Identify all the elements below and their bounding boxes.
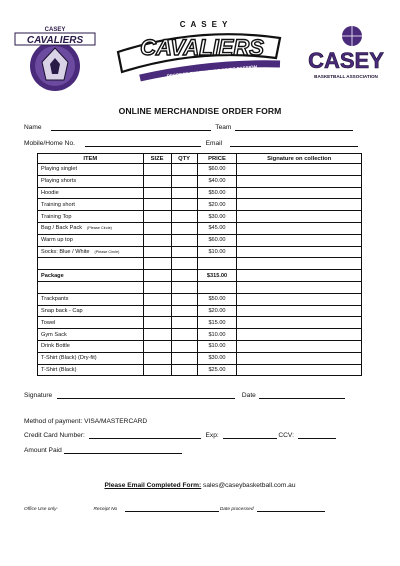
table-row bbox=[38, 175, 362, 187]
item-cell bbox=[38, 317, 144, 329]
qty-cell[interactable] bbox=[171, 364, 197, 376]
table-row bbox=[38, 211, 362, 223]
table-row bbox=[38, 317, 362, 329]
header-item: ITEM bbox=[38, 154, 144, 164]
qty-cell[interactable] bbox=[171, 293, 197, 305]
item-name: Towel bbox=[41, 319, 56, 326]
office-use-label: Office Use only- bbox=[24, 507, 59, 512]
header-qty: QTY bbox=[171, 154, 197, 164]
price-cell: $60.00 bbox=[197, 164, 237, 176]
svg-text:BASKETBALL ASSOCIATION: BASKETBALL ASSOCIATION bbox=[314, 74, 378, 79]
item-name: T-Shirt (Black) (Dry-fit) bbox=[41, 355, 97, 362]
email-address-link[interactable]: sales@caseybasketball.com.au bbox=[201, 482, 296, 489]
qty-cell[interactable] bbox=[171, 270, 197, 282]
price-cell: $40.00 bbox=[197, 175, 237, 187]
date-processed-input[interactable] bbox=[257, 507, 325, 512]
item-name: Trackpants bbox=[41, 296, 69, 303]
signature-cell[interactable] bbox=[237, 364, 362, 376]
price-cell: $20.00 bbox=[197, 199, 237, 211]
office-use-row bbox=[24, 507, 325, 512]
email-input[interactable] bbox=[230, 140, 358, 147]
size-cell[interactable] bbox=[143, 281, 171, 293]
email-instructions-label: Please Email Completed Form: bbox=[104, 482, 202, 489]
merchandise-table bbox=[37, 153, 362, 376]
signature-cell[interactable] bbox=[237, 270, 362, 282]
table-row bbox=[38, 305, 362, 317]
qty-cell[interactable] bbox=[171, 340, 197, 352]
size-cell[interactable] bbox=[143, 258, 171, 270]
email-instructions bbox=[0, 482, 400, 489]
table-row bbox=[38, 187, 362, 199]
signature-cell[interactable] bbox=[237, 246, 362, 258]
ccv-label: CCV: bbox=[278, 432, 294, 439]
size-cell[interactable] bbox=[143, 246, 171, 258]
table-row bbox=[38, 234, 362, 246]
qty-cell[interactable] bbox=[171, 352, 197, 364]
payment-method: Method of payment: VISA/MASTERCARD bbox=[24, 418, 148, 425]
item-cell bbox=[38, 175, 144, 187]
signature-cell[interactable] bbox=[237, 293, 362, 305]
amount-paid-label: Amount Paid bbox=[24, 447, 62, 454]
header-signature: Signature on collection bbox=[237, 154, 362, 164]
signature-cell[interactable] bbox=[237, 187, 362, 199]
header-logos bbox=[0, 0, 400, 100]
signature-cell[interactable] bbox=[237, 329, 362, 341]
price-cell: $30.00 bbox=[197, 352, 237, 364]
table-row bbox=[38, 281, 362, 293]
signature-cell[interactable] bbox=[237, 164, 362, 176]
table-row bbox=[38, 329, 362, 341]
item-name: Playing shorts bbox=[41, 178, 77, 185]
price-cell: $10.00 bbox=[197, 246, 237, 258]
item-cell bbox=[38, 246, 144, 258]
item-cell bbox=[38, 352, 144, 364]
qty-cell[interactable] bbox=[171, 164, 197, 176]
qty-cell[interactable] bbox=[171, 281, 197, 293]
item-cell bbox=[38, 211, 144, 223]
item-name: Training Top bbox=[41, 213, 72, 220]
svg-text:CASEY: CASEY bbox=[308, 48, 384, 73]
table-row bbox=[38, 258, 362, 270]
mobile-label: Mobile/Home No. bbox=[24, 140, 75, 147]
qty-cell[interactable] bbox=[171, 258, 197, 270]
amount-paid-input[interactable] bbox=[64, 447, 182, 454]
cavaliers-mascot-logo bbox=[12, 22, 98, 94]
svg-text:CASEY: CASEY bbox=[44, 27, 66, 33]
exp-input[interactable] bbox=[223, 432, 277, 439]
table-row bbox=[38, 199, 362, 211]
header-price: PRICE bbox=[197, 154, 237, 164]
email-label: Email bbox=[205, 140, 223, 147]
qty-cell[interactable] bbox=[171, 329, 197, 341]
form-title: ONLINE MERCHANDISE ORDER FORM bbox=[118, 106, 282, 116]
size-cell[interactable] bbox=[143, 270, 171, 282]
qty-cell[interactable] bbox=[171, 234, 197, 246]
item-name: T-Shirt (Black) bbox=[41, 366, 77, 373]
date-label: Date bbox=[241, 392, 256, 399]
casey-basketball-association-logo bbox=[306, 24, 386, 84]
svg-text:CASEY: CASEY bbox=[179, 20, 233, 29]
table-row bbox=[38, 352, 362, 364]
item-name: Socks: Blue / White bbox=[41, 248, 90, 255]
qty-cell[interactable] bbox=[171, 305, 197, 317]
price-cell: $15.00 bbox=[197, 317, 237, 329]
size-cell[interactable] bbox=[143, 317, 171, 329]
signature-cell[interactable] bbox=[237, 340, 362, 352]
table-row bbox=[38, 340, 362, 352]
signature-input[interactable] bbox=[57, 392, 235, 399]
header-size: SIZE bbox=[143, 154, 171, 164]
table-row bbox=[38, 270, 362, 282]
signature-date-row bbox=[24, 392, 345, 399]
price-cell: $20.00 bbox=[197, 305, 237, 317]
table-row bbox=[38, 364, 362, 376]
signature-cell[interactable] bbox=[237, 317, 362, 329]
price-cell: $45.00 bbox=[197, 222, 237, 234]
team-input[interactable] bbox=[235, 124, 353, 131]
size-cell[interactable] bbox=[143, 187, 171, 199]
item-cell bbox=[38, 340, 144, 352]
qty-cell[interactable] bbox=[171, 175, 197, 187]
team-label: Team bbox=[215, 124, 232, 131]
size-cell[interactable] bbox=[143, 164, 171, 176]
cavaliers-wordmark-logo bbox=[112, 18, 284, 88]
credit-card-row bbox=[24, 432, 336, 439]
item-note: (Please Circle) bbox=[94, 249, 120, 254]
qty-cell[interactable] bbox=[171, 211, 197, 223]
price-cell: $10.00 bbox=[197, 340, 237, 352]
price-cell: $30.00 bbox=[197, 211, 237, 223]
item-cell bbox=[38, 364, 144, 376]
size-cell[interactable] bbox=[143, 340, 171, 352]
size-cell[interactable] bbox=[143, 175, 171, 187]
item-name: Gym Sack bbox=[41, 331, 67, 338]
size-cell[interactable] bbox=[143, 199, 171, 211]
qty-cell[interactable] bbox=[171, 317, 197, 329]
price-cell: $50.00 bbox=[197, 293, 237, 305]
item-cell bbox=[38, 281, 144, 293]
qty-cell[interactable] bbox=[171, 222, 197, 234]
item-cell bbox=[38, 234, 144, 246]
price-cell: $60.00 bbox=[197, 234, 237, 246]
ccv-input[interactable] bbox=[298, 432, 336, 439]
item-cell bbox=[38, 329, 144, 341]
item-name: Snap back - Cap bbox=[41, 307, 83, 314]
date-input[interactable] bbox=[259, 392, 345, 399]
mobile-input[interactable] bbox=[85, 140, 201, 147]
item-cell bbox=[38, 164, 144, 176]
name-label: Name bbox=[24, 124, 42, 131]
receipt-no-input[interactable] bbox=[125, 507, 219, 512]
item-cell bbox=[38, 270, 144, 282]
signature-cell[interactable] bbox=[237, 258, 362, 270]
signature-cell[interactable] bbox=[237, 305, 362, 317]
qty-cell[interactable] bbox=[171, 187, 197, 199]
mobile-email-row bbox=[24, 140, 358, 147]
signature-cell[interactable] bbox=[237, 234, 362, 246]
svg-text:RESPECT EXCELLENCE PRIDE PASSI: RESPECT EXCELLENCE PRIDE PASSION bbox=[166, 64, 258, 79]
item-name: Package bbox=[41, 272, 64, 279]
item-cell bbox=[38, 293, 144, 305]
qty-cell[interactable] bbox=[171, 199, 197, 211]
name-team-row bbox=[24, 124, 353, 131]
receipt-no-label: Receipt No bbox=[93, 507, 118, 512]
size-cell[interactable] bbox=[143, 211, 171, 223]
qty-cell[interactable] bbox=[171, 246, 197, 258]
signature-cell[interactable] bbox=[237, 211, 362, 223]
table-row bbox=[38, 164, 362, 176]
signature-cell[interactable] bbox=[237, 175, 362, 187]
exp-label: Exp: bbox=[205, 432, 219, 439]
item-note: (Please Circle) bbox=[87, 226, 112, 231]
price-cell bbox=[197, 281, 237, 293]
size-cell[interactable] bbox=[143, 222, 171, 234]
amount-paid-row bbox=[24, 447, 182, 454]
item-cell bbox=[38, 305, 144, 317]
price-cell bbox=[197, 258, 237, 270]
item-name: Drink Bottle bbox=[41, 343, 70, 350]
size-cell[interactable] bbox=[143, 305, 171, 317]
table-row bbox=[38, 246, 362, 258]
name-input[interactable] bbox=[51, 124, 211, 131]
size-cell[interactable] bbox=[143, 329, 171, 341]
price-cell: $10.00 bbox=[197, 329, 237, 341]
item-name: Playing singlet bbox=[41, 166, 78, 173]
svg-text:CAVALIERS: CAVALIERS bbox=[26, 35, 84, 46]
table-row bbox=[38, 222, 362, 234]
credit-card-label: Credit Card Number: bbox=[24, 432, 85, 439]
size-cell[interactable] bbox=[143, 364, 171, 376]
price-cell: $50.00 bbox=[197, 187, 237, 199]
item-name: Warm up top bbox=[41, 237, 73, 244]
signature-cell[interactable] bbox=[237, 222, 362, 234]
size-cell[interactable] bbox=[143, 293, 171, 305]
table-header-row bbox=[38, 154, 362, 164]
item-name: Hoodie bbox=[41, 189, 59, 196]
signature-cell[interactable] bbox=[237, 352, 362, 364]
price-cell: $315.00 bbox=[197, 270, 237, 282]
svg-text:CAVALIERS: CAVALIERS bbox=[140, 35, 264, 60]
credit-card-input[interactable] bbox=[89, 432, 201, 439]
price-cell: $25.00 bbox=[197, 364, 237, 376]
signature-label: Signature bbox=[24, 392, 53, 399]
size-cell[interactable] bbox=[143, 234, 171, 246]
item-cell bbox=[38, 187, 144, 199]
table-row bbox=[38, 293, 362, 305]
item-cell bbox=[38, 258, 144, 270]
date-processed-label: Date processed bbox=[219, 507, 254, 512]
signature-cell[interactable] bbox=[237, 281, 362, 293]
item-name: Training short bbox=[41, 201, 75, 208]
signature-cell[interactable] bbox=[237, 199, 362, 211]
item-cell bbox=[38, 199, 144, 211]
item-cell bbox=[38, 222, 144, 234]
size-cell[interactable] bbox=[143, 352, 171, 364]
item-name: Bag / Back Pack bbox=[41, 225, 83, 232]
